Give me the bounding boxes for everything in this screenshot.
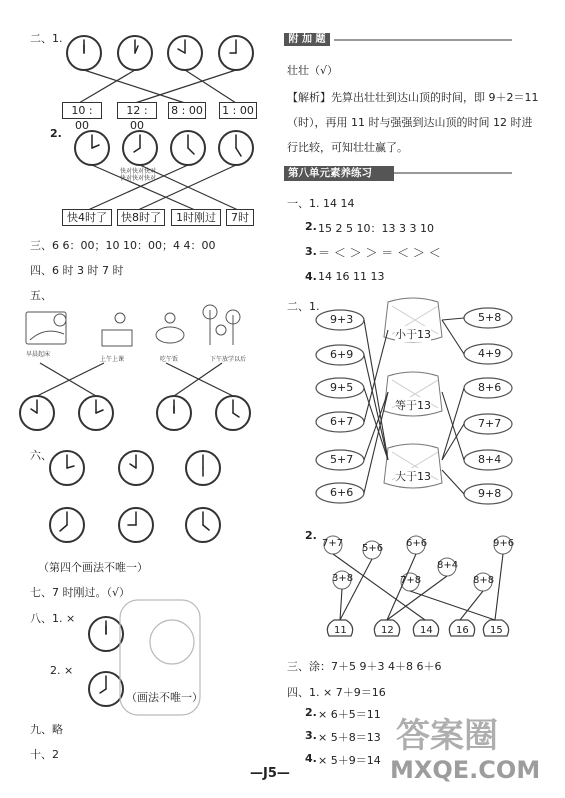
section-8-2: 2. × <box>50 664 74 677</box>
r1-2-label: 2. <box>305 220 317 233</box>
section-9: 九、略 <box>30 723 63 736</box>
time-box-1: 10 : 00 <box>62 102 102 119</box>
crab-right-5: 8+4 <box>478 453 502 466</box>
s2-2-label: 2. <box>50 127 62 140</box>
r1-2: 15 2 5 10：13 3 3 10 <box>318 222 434 235</box>
analysis-line-2: （时），再用 11 时与强强到达山顶的时间 12 时进 <box>287 116 533 129</box>
crab-right-3: 8+6 <box>478 381 502 394</box>
time-box-4: 1 : 00 <box>219 102 257 119</box>
r1-4-label: 4. <box>305 270 317 283</box>
crab-left-2: 6+9 <box>330 348 354 361</box>
crab-left-5: 5+7 <box>330 453 354 466</box>
r2-1-label: 二、1. <box>287 300 320 313</box>
flower-top-1: 7+7 <box>322 538 344 549</box>
vase-1: 11 <box>334 625 347 636</box>
s2-1-label: 二、1. <box>30 32 63 45</box>
vase-4: 16 <box>456 625 469 636</box>
section-4: 四、6 时 3 时 7 时 <box>30 264 124 277</box>
net-2: 等于13 <box>395 399 431 412</box>
section-3: 三、6 6：00；10 10：00；4 4：00 <box>30 239 216 252</box>
caption-2: 上午上课 <box>100 356 125 363</box>
flower-bottom-2: 7+8 <box>400 575 422 586</box>
r4-4: × 5＋9＝14 <box>318 754 381 767</box>
flower-bottom-4: 8+8 <box>473 575 495 586</box>
r2-2-label: 2. <box>305 529 317 542</box>
analysis-line-1: 【解析】先算出壮壮到达山顶的时间，即 9＋2＝11 <box>287 91 539 104</box>
page-number: —J5— <box>250 766 290 781</box>
watermark-domain: MXQE.COM <box>390 756 541 784</box>
crab-right-6: 9+8 <box>478 487 502 500</box>
clock-row-2-1 <box>67 36 253 70</box>
flower-top-4: 9+6 <box>493 538 515 549</box>
crab-left-1: 9+3 <box>330 313 354 326</box>
section-5: 五、 <box>30 289 52 302</box>
r1-4: 14 16 11 13 <box>318 270 385 283</box>
r1-3: ＝ ＜ ＞ ＞ ＝ ＜ ＞ ＜ <box>318 246 441 260</box>
flower-top-2: 5+6 <box>362 543 384 554</box>
section-8-2-note: （画法不唯一） <box>126 691 203 704</box>
section-6-note: （第四个画法不唯一） <box>38 561 148 574</box>
caption-4: 下午放学以后 <box>210 356 247 363</box>
answer-box-1: 快4时了 <box>62 209 112 226</box>
r1-1: 一、1. 14 14 <box>287 197 355 210</box>
caption-1: 早晨起床 <box>26 351 51 358</box>
vase-5: 15 <box>490 625 503 636</box>
analysis-line-3: 行比较，可知壮壮赢了。 <box>287 141 408 154</box>
watermark-brand: 答案圈 <box>396 716 498 756</box>
section-8-1: 八、1. × <box>30 612 76 625</box>
r1-3-label: 3. <box>305 245 317 258</box>
r4-1: 四、1. × 7＋9＝16 <box>287 686 386 699</box>
section-6: 六、 <box>30 449 52 462</box>
r4-3-label: 3. <box>305 729 317 742</box>
crab-right-1: 5+8 <box>478 311 502 324</box>
zz-answer: 壮壮（√） <box>287 64 339 77</box>
caption-3: 吃午饭 <box>160 356 179 363</box>
crab-right-4: 7+7 <box>478 417 502 430</box>
vase-2: 12 <box>381 625 394 636</box>
crab-left-4: 6+7 <box>330 415 354 428</box>
unit-tag: 第八单元素养练习 <box>284 166 394 181</box>
flower-bottom-1: 3+8 <box>332 573 354 584</box>
flower-vase-diagram <box>324 536 515 636</box>
net-1: 小于13 <box>395 328 431 341</box>
r4-4-label: 4. <box>305 752 317 765</box>
section-7: 七、7 时刚过。（√） <box>30 586 131 599</box>
answer-box-3: 1时刚过 <box>171 209 221 226</box>
answer-box-4: 7时 <box>226 209 254 226</box>
flower-top-3: 6+6 <box>406 538 428 549</box>
time-box-3: 8 : 00 <box>168 102 206 119</box>
crab-right-2: 4+9 <box>478 347 502 360</box>
vase-3: 14 <box>420 625 433 636</box>
time-box-2: 12 : 00 <box>117 102 157 119</box>
fujia-tag: 附 加 题 <box>284 33 330 46</box>
stamp-text: 快对快对快对 快对快对快对 <box>120 168 157 182</box>
r4-3: × 5＋8＝13 <box>318 731 381 744</box>
section-10: 十、2 <box>30 748 59 761</box>
r4-2: × 6＋5＝11 <box>318 708 381 721</box>
scene-illustrations <box>26 305 240 346</box>
crab-left-6: 6+6 <box>330 486 354 499</box>
crab-left-3: 9+5 <box>330 381 354 394</box>
flower-bottom-3: 8+4 <box>437 560 459 571</box>
answer-box-2: 快8时了 <box>117 209 165 226</box>
r3: 三、涂：7＋5 9＋3 4＋8 6＋6 <box>287 660 442 673</box>
net-3: 大于13 <box>395 470 431 483</box>
r4-2-label: 2. <box>305 706 317 719</box>
